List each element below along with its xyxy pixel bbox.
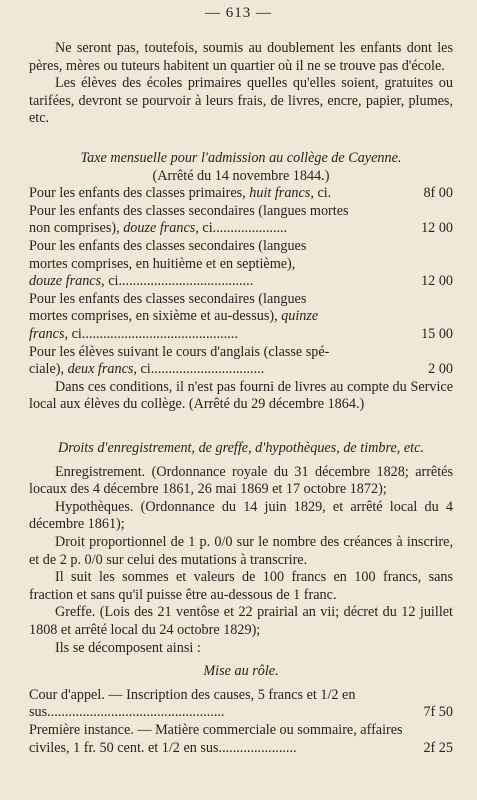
role-line [29, 686, 453, 705]
role-line-text: Première instance. — Matière commerciale ou sommaire, affaires [29, 721, 403, 738]
fee-value: 8f 00 [423, 185, 453, 202]
fee-line [29, 202, 453, 221]
fee-value: 2 00 [428, 361, 453, 378]
paragraph-sommes: Il suit les sommes et valeurs de 100 francs en 100 francs, sans fraction et sans qu'il puisse être au-dessous de 1 franc. [29, 569, 453, 603]
fee-line [29, 220, 453, 238]
intro-block [29, 40, 453, 128]
paragraph-conditions: Dans ces conditions, il n'est pas fourni de livres au compte du Service local aux élèves du collège. (Arrêté du 29 décembre 1864.) [29, 378, 453, 413]
role-list [29, 687, 453, 757]
fee-line-text [29, 238, 306, 254]
fee-line [29, 308, 453, 326]
fee-line [29, 290, 453, 309]
paragraph-enregistrement: Enregistrement. (Ordonnance royale du 31 décembre 1828; arrêtés locaux des 4 décembre 1861, 26 mai 1869 et 17 octobre 1872); [29, 463, 453, 498]
fee-value: 12 00 [421, 220, 453, 237]
fee-amount-words: quinze [281, 308, 319, 325]
paragraph-exemption: Ne seront pas, toutefois, soumis au doublement les enfants dont les pères, mères ou tuteurs habitent un quartier où il ne se trouve pas d'école. [29, 40, 453, 74]
fee-line-text [29, 291, 306, 307]
paragraph-supplies: Les élèves des écoles primaires quelles qu'elles soient, gratuites ou tarifées, devront se pourvoir à leurs frais, de livres, encre, papier, plumes, etc. [29, 75, 453, 127]
fee-line-text [29, 344, 329, 360]
fee-line-text [29, 325, 401, 344]
fee-item [29, 203, 453, 238]
fee-line [29, 325, 453, 344]
fee-value: 15 00 [421, 325, 453, 342]
mise-au-role-heading: Mise au rôle. [203, 663, 279, 680]
role-line [29, 721, 453, 740]
page-number: — 613 — [205, 5, 272, 21]
role-value: 7f 50 [423, 704, 453, 721]
role-line-text: sus.................................................. [29, 704, 225, 721]
fee-amount-words: francs [29, 325, 65, 342]
fee-line-text [29, 256, 295, 272]
fee-text: Pour les enfants des classes primaires, [29, 185, 250, 202]
tax-heading: Taxe mensuelle pour l'admission au collège de Cayenne. [80, 150, 402, 166]
fee-item [29, 344, 453, 379]
fee-amount-words: douze francs [29, 273, 102, 290]
role-line [29, 704, 453, 722]
role-item [29, 687, 453, 722]
droits-section [29, 440, 453, 757]
fee-text: non comprises), [29, 220, 124, 237]
fee-line [29, 237, 453, 256]
fee-value: 12 00 [421, 273, 453, 290]
fee-text: Pour les élèves suivant le cours d'anglais (classe spé- [29, 343, 330, 360]
fee-line-text [29, 203, 349, 219]
fee-line [29, 361, 453, 379]
fee-item [29, 185, 453, 203]
fee-line [29, 185, 453, 203]
fee-line-text [29, 308, 318, 324]
fee-amount-words: douze francs [123, 220, 196, 237]
fee-line [29, 343, 453, 362]
paragraph-decompose: Ils se décomposent ainsi : [55, 639, 201, 656]
fee-text: Pour les enfants des classes secondaires (langues mortes [29, 202, 349, 219]
fee-leader: , ci...................................... [101, 273, 254, 290]
paragraph-droit-proportionnel: Droit proportionnel de 1 p. 0/0 sur le nombre des créances à inscrire, et de 2 p. 0/0 sur celui des mutations à transcrire. [29, 533, 453, 568]
fee-text: mortes comprises, en huitième et en septième), [29, 255, 296, 272]
fee-leader: , ci. [310, 185, 332, 202]
fee-text: ciale), [29, 361, 68, 378]
fee-item [29, 238, 453, 291]
fee-amount-words: huit francs [249, 185, 311, 202]
fee-line [29, 255, 453, 274]
role-line-text: Cour d'appel. — Inscription des causes, 5 francs et 1/2 en [29, 686, 356, 703]
fee-item [29, 291, 453, 344]
fee-amount-words: deux francs [67, 361, 134, 378]
fee-leader: , ci............................................ [64, 325, 238, 342]
role-line [29, 739, 453, 758]
fee-text: Pour les enfants des classes secondaires (langues [29, 237, 307, 254]
fee-leader: , ci..................... [195, 220, 288, 237]
fee-line-text [29, 273, 401, 291]
role-item [29, 722, 453, 757]
tax-decree: (Arrêté du 14 novembre 1844.) [152, 167, 330, 184]
fee-line-text [29, 361, 401, 379]
role-value: 2f 25 [423, 739, 453, 756]
fee-line-text [29, 220, 401, 238]
paragraph-greffe: Greffe. (Lois des 21 ventôse et 22 prairial an vii; décret du 12 juillet 1808 et arrêté local du 24 octobre 1829); [29, 604, 453, 638]
fee-text: Pour les enfants des classes secondaires (langues [29, 290, 307, 307]
fee-line [29, 273, 453, 291]
fee-line-text [29, 185, 401, 203]
droits-heading: Droits d'enregistrement, de greffe, d'hypothèques, de timbre, etc. [58, 440, 424, 456]
role-line-text: civiles, 1 fr. 50 cent. et 1/2 en sus...................... [29, 739, 297, 756]
fee-leader: , ci................................ [133, 361, 265, 378]
tax-section [29, 150, 453, 414]
paragraph-hypotheques: Hypothèques. (Ordonnance du 14 juin 1829, et arrêté local du 4 décembre 1861); [29, 498, 453, 533]
fee-text: mortes comprises, en sixième et au-dessus), [29, 308, 282, 325]
fee-list [29, 185, 453, 379]
